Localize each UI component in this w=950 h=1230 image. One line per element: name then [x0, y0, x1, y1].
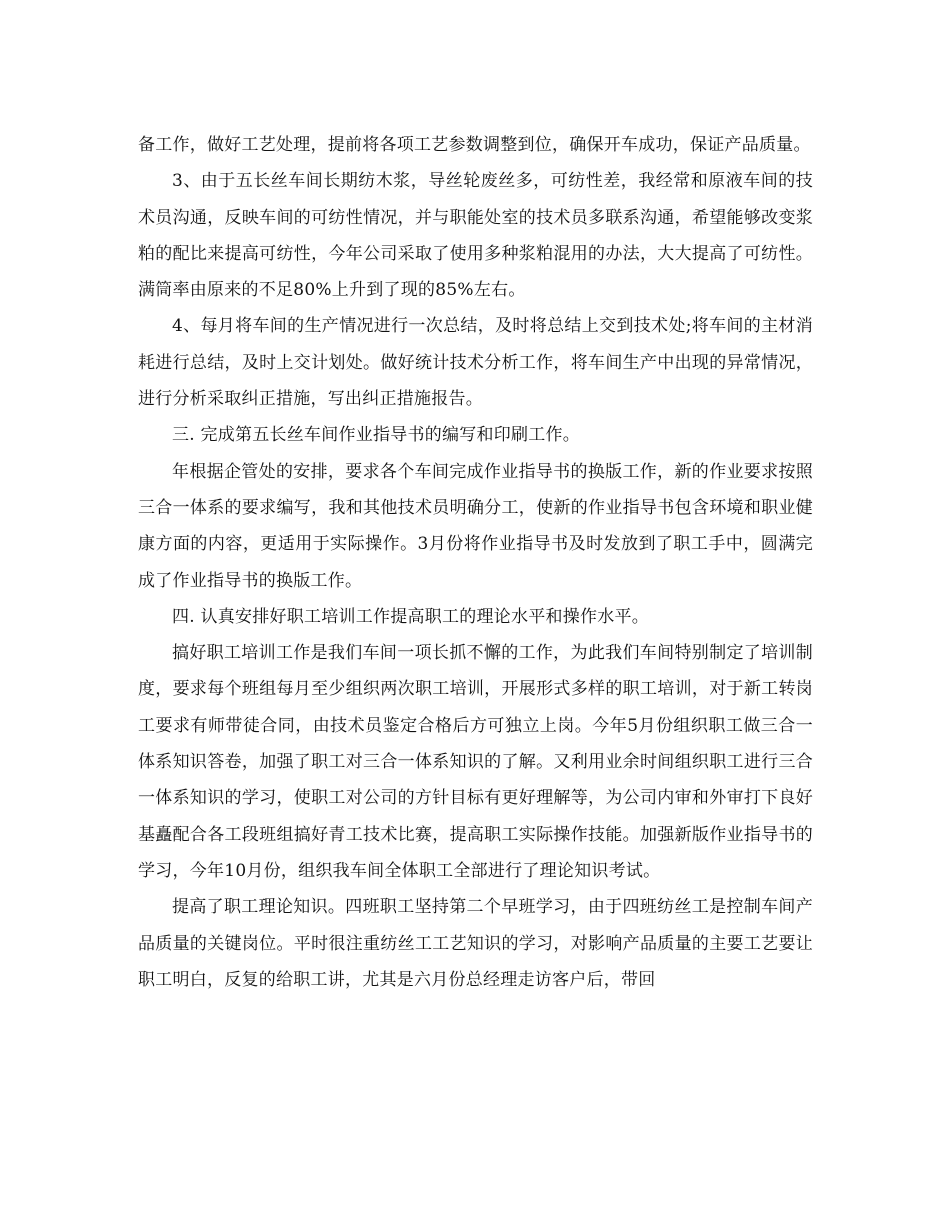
- paragraph-continuation: 备工作，做好工艺处理，提前将各项工艺参数调整到位，确保开车成功，保证产品质量。: [138, 135, 811, 155]
- section-heading-3: 三. 完成第五长丝车间作业指导书的编写和印刷工作。: [172, 425, 581, 446]
- paragraph-work-instructions: 年根据企管处的安排，要求各个车间完成作业指导书的换版工作，新的作业要求按照三合一体系的要求编写，我和其他技术员明确分工，使新的作业指导书包含环境和职业健康方面的内容，更适用于实际操作。3月份将作业指导书及时发放到了职工手中，圆满完成了作业指导书的换版工作。: [138, 461, 813, 591]
- section-heading-4: 四. 认真安排好职工培训工作提高职工的理论水平和操作水平。: [172, 606, 650, 627]
- paragraph-training: 搞好职工培训工作是我们车间一项长抓不懈的工作，为此我们车间特别制定了培训制度，要求每个班组每月至少组织两次职工培训，开展形式多样的职工培训，对于新工转岗工要求有师带徒合同，由技术员鉴定合格后方可独立上岗。今年5月份组织职工做三合一体系知识答卷，加强了职工对三合一体系知识的了解。又利用业余时间组织职工进行三合一体系知识的学习，使职工对公司的方针目标有更好理解等，为公司内审和外审打下良好基矗配合各工段班组搞好青工技术比赛，提高职工实际操作技能。加强新版作业指导书的学习，今年10月份，组织我车间全体职工全部进行了理论知识考试。: [138, 643, 813, 881]
- paragraph-theory-knowledge: 提高了职工理论知识。四班职工坚持第二个早班学习，由于四班纺丝工是控制车间产品质量的关键岗位。平时很注重纺丝工工艺知识的学习，对影响产品质量的主要工艺要让职工明白，反复的给职工讲，尤其是六月份总经理走访客户后，带回: [138, 897, 813, 990]
- paragraph-item-3: 3、由于五长丝车间长期纺木浆，导丝轮废丝多，可纺性差，我经常和原液车间的技术员沟通，反映车间的可纺性情况，并与职能处室的技术员多联系沟通，希望能够改变浆粕的配比来提高可纺性，今年公司采取了使用多种浆粕混用的办法，大大提高了可纺性。满筒率由原来的不足80%上升到了现的85%左右。: [138, 171, 813, 301]
- paragraph-item-4: 4、每月将车间的生产情况进行一次总结，及时将总结上交到技术处;将车间的主材消耗进行总结，及时上交计划处。做好统计技术分析工作，将车间生产中出现的异常情况，进行分析采取纠正措施，写出纠正措施报告。: [138, 316, 813, 410]
- document-body: [138, 127, 813, 998]
